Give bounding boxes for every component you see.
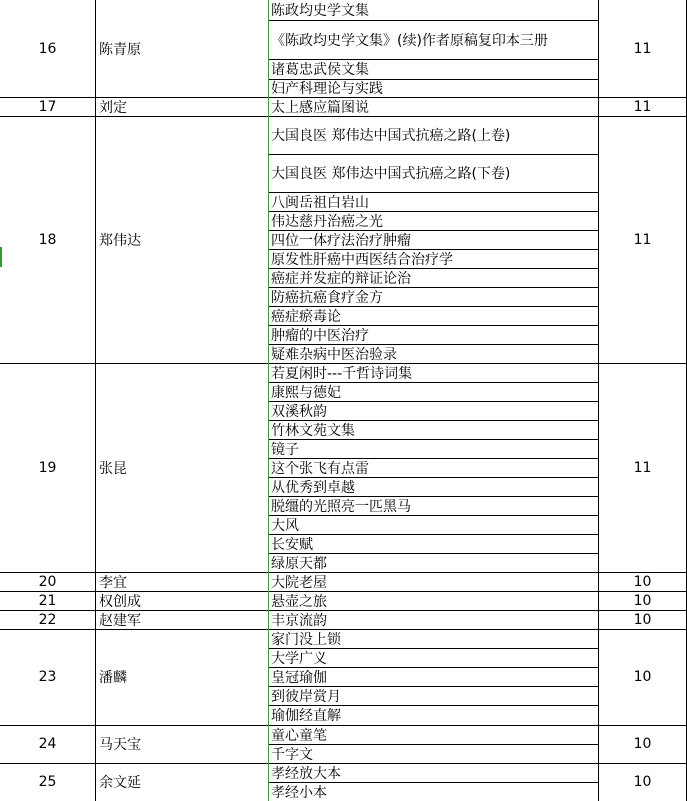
- book-count-cell[interactable]: 10: [633, 592, 652, 609]
- book-title-cell[interactable]: 孝经放大本: [271, 765, 341, 782]
- book-title-cell[interactable]: 丰京流韵: [271, 612, 327, 629]
- book-title-cell[interactable]: 大国良医 郑伟达中国式抗癌之路(下卷): [271, 166, 511, 182]
- row-number-cell[interactable]: 25: [38, 774, 57, 790]
- book-title-cell[interactable]: 诸葛忠武侯文集: [271, 62, 369, 78]
- author-name-cell[interactable]: 刘定: [99, 99, 127, 116]
- book-title-cell[interactable]: 癌症瘀毒论: [271, 308, 341, 325]
- book-title-cell[interactable]: 这个张飞有点雷: [271, 460, 369, 477]
- column-border: [268, 0, 269, 801]
- book-count-cell[interactable]: 10: [633, 573, 652, 590]
- book-title-cell[interactable]: 家门没上锁: [271, 631, 341, 648]
- book-title-cell[interactable]: 八闽岳祖白岩山: [271, 194, 369, 211]
- column-border: [598, 0, 599, 801]
- book-title-cell[interactable]: 若夏闲时---千哲诗词集: [271, 365, 413, 382]
- author-name-cell[interactable]: 张昆: [99, 460, 127, 477]
- book-title-cell[interactable]: 千字文: [271, 746, 313, 763]
- book-count-cell[interactable]: 10: [633, 611, 652, 628]
- row-number-cell[interactable]: 17: [38, 98, 57, 115]
- book-title-cell[interactable]: 孝经小本: [271, 784, 327, 801]
- author-name-cell[interactable]: 权创成: [99, 593, 141, 610]
- book-title-cell[interactable]: 长安赋: [271, 536, 313, 553]
- book-count-cell[interactable]: 10: [633, 774, 652, 790]
- book-title-cell[interactable]: 《陈政均史学文集》(续)作者原稿复印本三册: [271, 32, 548, 49]
- book-title-cell[interactable]: 瑜伽经直解: [271, 708, 341, 724]
- book-title-cell[interactable]: 妇产科理论与实践: [271, 81, 383, 97]
- book-title-cell[interactable]: 大院老屋: [271, 574, 327, 591]
- book-title-cell[interactable]: 童心童笔: [271, 727, 327, 744]
- book-title-cell[interactable]: 绿原天都: [271, 555, 327, 572]
- book-count-cell[interactable]: 11: [633, 40, 652, 57]
- row-number-cell[interactable]: 21: [38, 592, 57, 609]
- author-name-cell[interactable]: 马天宝: [99, 737, 141, 753]
- book-title-cell[interactable]: 伟达慈丹治癌之光: [271, 213, 383, 230]
- row-number-cell[interactable]: 18: [38, 231, 57, 248]
- book-title-cell[interactable]: 康熙与德妃: [271, 384, 341, 401]
- book-title-cell[interactable]: 脱缰的光照亮一匹黑马: [271, 498, 411, 515]
- book-title-cell[interactable]: 大国良医 郑伟达中国式抗癌之路(上卷): [271, 128, 511, 144]
- book-title-cell[interactable]: 大学广义: [271, 650, 327, 667]
- row-number-cell[interactable]: 20: [38, 573, 57, 590]
- author-name-cell[interactable]: 潘麟: [99, 670, 127, 686]
- book-title-cell[interactable]: 从优秀到卓越: [271, 479, 355, 496]
- book-title-cell[interactable]: 陈政均史学文集: [271, 3, 369, 19]
- book-title-cell[interactable]: 到彼岸赏月: [271, 688, 341, 705]
- book-title-cell[interactable]: 镜子: [271, 441, 299, 458]
- book-count-cell[interactable]: 11: [633, 98, 652, 115]
- column-border: [95, 0, 96, 801]
- book-count-cell[interactable]: 10: [633, 736, 652, 752]
- row-number-cell[interactable]: 24: [38, 736, 57, 752]
- row-number-cell[interactable]: 16: [38, 40, 57, 57]
- row-number-cell[interactable]: 22: [38, 611, 57, 628]
- selection-marker: [0, 247, 2, 267]
- book-title-cell[interactable]: 四位一体疗法治疗肿瘤: [271, 232, 411, 249]
- author-name-cell[interactable]: 郑伟达: [99, 232, 141, 249]
- row-number-cell[interactable]: 23: [38, 669, 57, 685]
- book-title-cell[interactable]: 肿瘤的中医治疗: [271, 327, 369, 344]
- book-title-cell[interactable]: 癌症并发症的辩证论治: [271, 270, 411, 287]
- book-title-cell[interactable]: 大风: [271, 517, 299, 534]
- book-count-cell[interactable]: 11: [633, 231, 652, 248]
- book-title-cell[interactable]: 疑难杂病中医治验录: [271, 346, 397, 363]
- book-title-cell[interactable]: 双溪秋韵: [271, 403, 327, 420]
- book-title-cell[interactable]: 竹林文苑文集: [271, 422, 355, 439]
- book-title-cell[interactable]: 太上感应篇图说: [271, 99, 369, 116]
- book-count-cell[interactable]: 10: [633, 669, 652, 685]
- author-name-cell[interactable]: 李宜: [99, 574, 127, 591]
- book-title-cell[interactable]: 皇冠瑜伽: [271, 669, 327, 686]
- book-title-cell[interactable]: 防癌抗癌食疗金方: [271, 289, 383, 306]
- author-name-cell[interactable]: 陈青原: [99, 41, 141, 58]
- book-count-cell[interactable]: 11: [633, 459, 652, 476]
- row-number-cell[interactable]: 19: [38, 459, 57, 476]
- book-title-cell[interactable]: 悬壶之旅: [271, 593, 327, 610]
- author-name-cell[interactable]: 余文延: [99, 775, 141, 791]
- author-name-cell[interactable]: 赵建军: [99, 612, 141, 629]
- book-title-cell[interactable]: 原发性肝癌中西医结合治疗学: [271, 251, 453, 268]
